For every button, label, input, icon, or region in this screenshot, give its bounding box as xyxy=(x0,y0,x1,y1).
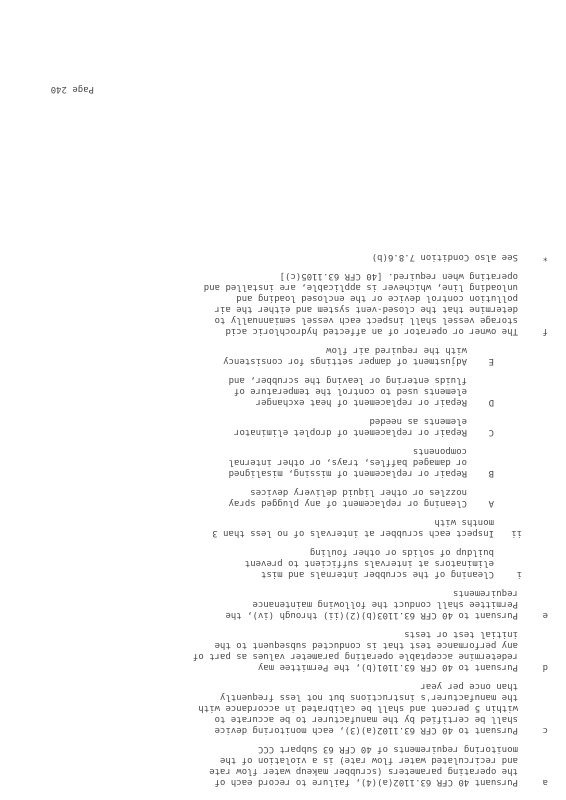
item-marker: i xyxy=(516,569,522,579)
text-line: Pursuant 40 CFR 63.1102(a)(4), failure to record each of xyxy=(214,777,518,787)
text-line: unloading line, whichever is applicable, are installed and xyxy=(203,282,518,292)
text-line: initial test or tests xyxy=(404,629,518,639)
text-line: or damaged baffles, trays, or other internal xyxy=(228,457,467,467)
text-line: eliminators at intervals sufficient to prevent xyxy=(244,558,494,568)
text-line: Repair or replacement of missing, misaligned xyxy=(228,468,467,478)
item-marker: d xyxy=(542,662,548,672)
item-marker: A xyxy=(488,498,494,508)
text-line: any performance test that is conducted subsequent to the xyxy=(214,640,518,650)
item-marker: e xyxy=(542,610,548,620)
text-line: components xyxy=(412,446,467,456)
text-line: buildup of solids or other fouling xyxy=(309,547,494,557)
text-line: Pursuant to 40 CFR 63.1101(b), the Permittee may xyxy=(257,662,518,672)
text-line: determine that the closed-vent system and either the air xyxy=(214,304,518,314)
text-line: pollution control device or the enclosed loading and xyxy=(236,293,518,303)
item-marker: D xyxy=(488,397,494,407)
text-line: nozzles or other liquid delivery devices xyxy=(250,487,467,497)
item-marker: f xyxy=(542,326,548,336)
item-marker: E xyxy=(488,356,494,366)
text-line: requirements xyxy=(452,588,518,598)
text-line: Inspect each scrubber at intervals of no less than 3 xyxy=(212,528,494,538)
item-marker: * xyxy=(542,252,548,262)
text-line: Permittee shall conduct the following maintenance xyxy=(252,599,518,609)
text-line: fluids entering or leaving the scrubber, and xyxy=(228,375,467,385)
text-line: months with xyxy=(434,517,494,527)
text-line: Cleaning or replacement of any plugged spray xyxy=(228,498,467,508)
text-line: Cleaning of the scrubber internals and mist xyxy=(261,569,494,579)
item-marker: ii xyxy=(511,528,522,538)
text-line: elements used to control the temperature of xyxy=(234,386,467,396)
text-line: storage vessel shall inspect each vessel semiannually to xyxy=(214,315,518,325)
text-line: Repair or replacement of heat exchanger xyxy=(255,397,467,407)
text-line: and recirculated water flow rate) is a violation of the xyxy=(219,755,518,765)
text-line: within 5 percent and shall be calibrated in accordance with xyxy=(198,703,518,713)
text-line: shall be certified by the manufacturer to be accurate to xyxy=(214,714,518,724)
text-line: Pursuant to 40 CFR 63.1102(a)(3), each monitoring device xyxy=(214,725,518,735)
text-line: See also Condition 7.8.6(b) xyxy=(371,252,518,262)
item-marker: C xyxy=(488,427,494,437)
text-line: The owner or operator of an affected hydrochloric acid xyxy=(225,326,518,336)
text-line: operating when required. [40 CFR 63.1105(c)] xyxy=(279,271,518,281)
text-line: Pursuant to 40 CFR 63.1103(b)(2)(ii) through (iv), the xyxy=(225,610,518,620)
text-line: with the required air flow xyxy=(326,345,467,355)
text-line: than once per year xyxy=(420,681,518,691)
item-marker: B xyxy=(488,468,494,478)
text-line: Repair or replacement of droplet eliminator xyxy=(234,427,467,437)
text-line: redetermine acceptable operating parameter values as part of xyxy=(192,651,518,661)
text-line: the manufacturer's instructions but not less frequently xyxy=(219,692,518,702)
text-line: monitoring requirements of 40 CFR 63 Subpart CCC xyxy=(257,744,518,754)
text-line: the operating parameters (scrubber makeup water flow rate xyxy=(209,766,518,776)
text-line: Adjustment of damper settings for consistency xyxy=(223,356,467,366)
item-marker: a xyxy=(542,777,548,787)
page-number-label: Page 240 xyxy=(50,84,94,94)
text-line: elements as needed xyxy=(369,416,467,426)
item-marker: c xyxy=(542,725,548,735)
